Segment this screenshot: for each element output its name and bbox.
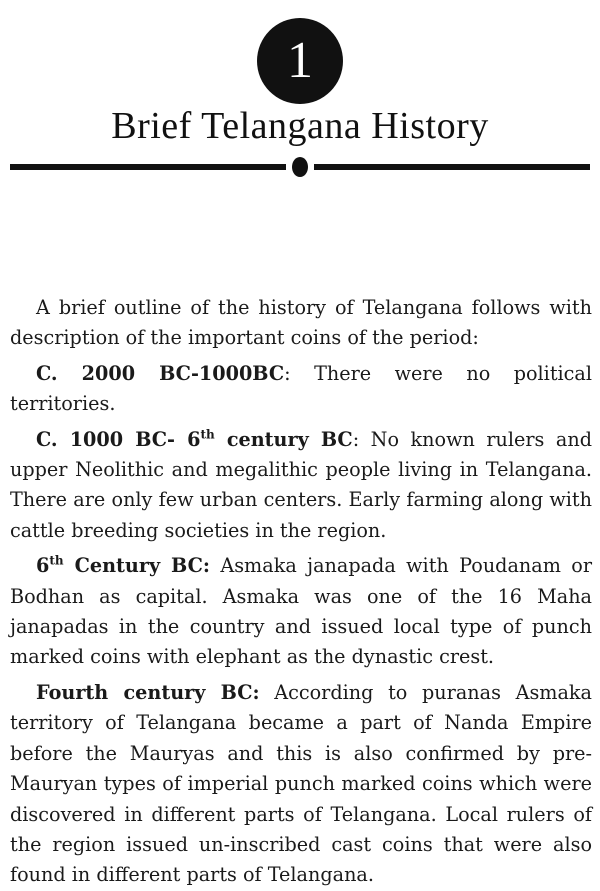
period-paragraph bbox=[10, 425, 592, 547]
heading-part: century BC bbox=[214, 427, 353, 451]
intro-paragraph bbox=[10, 293, 592, 354]
title-rule-left bbox=[10, 164, 286, 170]
heading-superscript: th bbox=[200, 427, 215, 442]
chapter-number-badge bbox=[257, 18, 343, 104]
paragraph-text: According to puranas Asmaka territory of Telangana became a part of Nanda Empire before the Mauryas and this is also confirmed by pre-Mauryan types of imperial punch marked coins which were discovered in different parts of Telangana. Local rulers of the region issued un-inscribed cast coins that were also found in different parts of Telangana. bbox=[10, 680, 593, 887]
period-paragraph bbox=[10, 678, 592, 891]
period-heading bbox=[36, 428, 353, 451]
chapter-title: Brief Telangana History bbox=[111, 105, 489, 147]
title-rule-right bbox=[314, 164, 590, 170]
paragraph-text: Asmaka janapada with Poudanam or Bodhan as capital. Asmaka was one of the 16 Maha janapadas in the country and issued local type of punch marked coins with elephant as the dynastic crest. bbox=[10, 554, 592, 669]
period-heading: C. 2000 BC-1000BC bbox=[36, 361, 285, 385]
period-paragraph bbox=[10, 359, 592, 420]
paragraph-text: There were no political territories. bbox=[10, 361, 592, 416]
period-paragraph bbox=[10, 551, 592, 673]
body-text bbox=[10, 293, 592, 891]
heading-separator: : bbox=[352, 427, 360, 451]
heading-separator: : bbox=[284, 361, 291, 385]
period-heading bbox=[36, 554, 210, 577]
paragraph-text: A brief outline of the history of Telangana follows with description of the important coins of the period: bbox=[10, 296, 592, 350]
heading-part: 6 bbox=[36, 554, 50, 578]
heading-superscript: th bbox=[49, 553, 64, 568]
paragraph-text: No known rulers and upper Neolithic and megalithic people living in Telangana. There are only few urban centers. Early farming along with cattle breeding societies in the region. bbox=[10, 427, 592, 542]
chapter-number: 1 bbox=[287, 32, 313, 89]
title-rule-ornament bbox=[292, 157, 308, 177]
heading-part: C. 1000 BC- 6 bbox=[36, 427, 201, 451]
heading-part: Century BC: bbox=[63, 554, 210, 578]
period-heading: Fourth century BC: bbox=[36, 680, 260, 704]
